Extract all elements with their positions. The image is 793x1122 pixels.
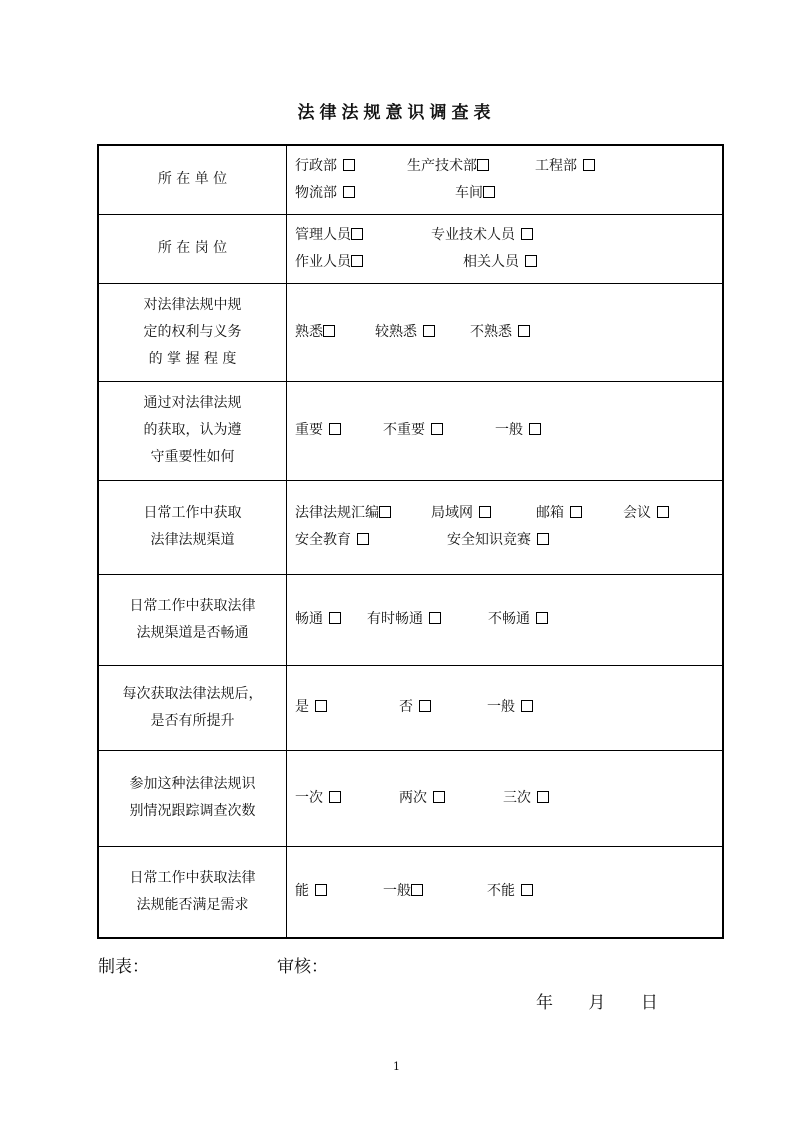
option[interactable] [495,417,541,444]
question-text: 参加这种法律法规识 [129,776,256,792]
checkbox-icon[interactable] [536,612,548,624]
option[interactable] [503,785,549,812]
option-label: 不畅通 [488,611,530,627]
option-line [295,500,722,527]
option-label: 两次 [399,789,427,806]
question-cell [98,574,287,665]
option[interactable] [383,878,423,905]
option[interactable] [431,222,533,249]
option-line [295,319,722,346]
option-line [295,417,722,444]
option-line [295,694,722,721]
option[interactable] [407,153,489,180]
question-text: 是否有所提升 [150,712,235,729]
question-text: 别情况跟踪调查次数 [129,803,256,819]
answer-cell [287,145,724,214]
checkbox-icon[interactable] [431,423,443,435]
table-row [98,574,723,665]
question-text: 对法律法规中规 [143,296,242,313]
question-text: 法律法规渠道 [150,532,235,548]
checkbox-icon[interactable] [529,423,541,435]
checkbox-icon[interactable] [583,159,595,171]
question-cell [98,665,287,750]
question-text: 日常工作中获取法律 [129,869,256,886]
option-label: 一般 [495,422,523,438]
option[interactable] [295,319,335,346]
question-cell [98,145,287,214]
option[interactable] [455,180,495,207]
option[interactable] [535,153,595,180]
question-text: 的 掌 握 程 度 [148,350,237,367]
option[interactable] [295,878,327,905]
option[interactable] [375,319,435,346]
option[interactable] [295,417,341,444]
checkbox-icon[interactable] [570,506,582,518]
option[interactable] [487,694,533,721]
checkbox-icon[interactable] [477,159,489,171]
checkbox-icon[interactable] [343,186,355,198]
question-cell [98,750,287,846]
option-label: 畅通 [295,611,323,627]
year-label: 年 [536,993,553,1013]
checkbox-icon[interactable] [329,612,341,624]
option-line [295,249,722,276]
question-text: 守重要性如何 [150,449,235,465]
question-cell [98,214,287,283]
option-line [295,180,722,207]
question-cell [98,480,287,574]
option-label: 法律法规汇编 [295,505,379,521]
table-row [98,480,723,574]
checkbox-icon[interactable] [351,255,363,267]
answer-cell [287,846,724,938]
table-row [98,145,723,214]
option-line [295,878,722,905]
checkbox-icon[interactable] [433,791,445,803]
option[interactable] [487,878,533,905]
option[interactable] [295,180,355,207]
table-row [98,665,723,750]
checkbox-icon[interactable] [329,791,341,803]
checkbox-icon[interactable] [419,700,431,712]
question-text: 法规渠道是否畅通 [136,624,249,641]
option-label: 邮箱 [536,505,564,521]
option-label: 重要 [295,422,323,438]
option-label: 生产技术部 [407,157,477,174]
date-line [536,988,688,1013]
question-text: 定的权利与义务 [143,323,242,340]
option[interactable] [295,500,391,527]
option-label: 不熟悉 [470,323,512,340]
table-row [98,381,723,480]
checkbox-icon[interactable] [521,884,533,896]
checkbox-icon[interactable] [379,506,391,518]
option[interactable] [295,249,363,276]
option-label: 行政部 [295,157,337,174]
option[interactable] [536,500,582,527]
checkbox-icon[interactable] [483,186,495,198]
option-label: 工程部 [535,157,577,174]
question-text: 日常工作中获取 [143,505,242,521]
checkbox-icon[interactable] [479,506,491,518]
option-label: 能 [295,883,309,900]
option[interactable] [463,249,537,276]
answer-cell [287,574,724,665]
option-label: 专业技术人员 [431,226,515,243]
option[interactable] [295,527,369,554]
question-text: 日常工作中获取法律 [129,597,256,614]
question-text: 的获取，认为遵 [143,422,242,438]
checkbox-icon[interactable] [521,228,533,240]
option[interactable] [399,694,431,721]
page-number: 1 [393,1060,400,1073]
option[interactable] [295,153,355,180]
checkbox-icon[interactable] [357,533,369,545]
checkbox-icon[interactable] [657,506,669,518]
page-title: 法律法规意识调查表 [297,103,496,123]
checkbox-icon[interactable] [518,325,530,337]
table-row [98,283,723,381]
option-label: 相关人员 [463,253,519,270]
question-text: 所 在 单 位 [157,171,228,188]
checkbox-icon[interactable] [411,884,423,896]
option[interactable] [295,785,341,812]
option[interactable] [383,417,443,444]
option[interactable] [470,319,530,346]
option-label: 安全教育 [295,532,351,548]
table-row [98,750,723,846]
option-label: 物流部 [295,184,337,201]
question-cell [98,381,287,480]
option-label: 熟悉 [295,323,323,340]
day-label: 日 [640,993,658,1013]
reviewer-label: 审核： [277,957,328,977]
option-label: 不重要 [383,422,425,438]
month-label: 月 [588,993,606,1013]
option-line [295,222,722,249]
checkbox-icon[interactable] [351,228,363,240]
checkbox-icon[interactable] [315,700,327,712]
option[interactable] [488,606,548,633]
table-row [98,214,723,283]
option-label: 有时畅通 [367,611,423,627]
option[interactable] [447,527,549,554]
option-line [295,153,722,180]
checkbox-icon[interactable] [429,612,441,624]
survey-table [97,144,724,939]
option[interactable] [367,606,441,633]
answer-cell [287,381,724,480]
option-label: 会议 [623,505,651,521]
option[interactable] [295,606,341,633]
option-label: 一般 [383,883,411,900]
checkbox-icon[interactable] [323,325,335,337]
question-cell [98,846,287,938]
answer-cell [287,665,724,750]
option-line [295,606,722,633]
option-label: 管理人员 [295,226,351,243]
option[interactable] [295,222,363,249]
option[interactable] [623,500,669,527]
option-label: 一次 [295,789,323,806]
question-text: 所 在 岗 位 [157,240,228,256]
checkbox-icon[interactable] [537,791,549,803]
checkbox-icon[interactable] [537,533,549,545]
option-label: 安全知识竞赛 [447,532,531,548]
option-label: 否 [399,699,413,715]
checkbox-icon[interactable] [525,255,537,267]
answer-cell [287,214,724,283]
question-text: 法规能否满足需求 [136,896,249,913]
option-label: 作业人员 [295,253,351,270]
question-text: 每次获取法律法规后， [122,685,263,702]
question-cell [98,283,287,381]
option-label: 局域网 [431,505,473,521]
option[interactable] [399,785,445,812]
option-line [295,527,722,554]
maker-label: 制表： [98,957,149,977]
option-label: 不能 [487,883,515,900]
checkbox-icon[interactable] [315,884,327,896]
option-label: 是 [295,699,309,715]
option-line [295,785,722,812]
option[interactable] [431,500,491,527]
checkbox-icon[interactable] [521,700,533,712]
option-label: 车间 [455,184,483,201]
table-row [98,846,723,938]
answer-cell [287,480,724,574]
option[interactable] [295,694,327,721]
option-label: 较熟悉 [375,323,417,340]
checkbox-icon[interactable] [423,325,435,337]
answer-cell [287,750,724,846]
answer-cell [287,283,724,381]
option-label: 三次 [503,789,531,806]
option-label: 一般 [487,699,515,715]
checkbox-icon[interactable] [343,159,355,171]
question-text: 通过对法律法规 [143,395,242,411]
checkbox-icon[interactable] [329,423,341,435]
